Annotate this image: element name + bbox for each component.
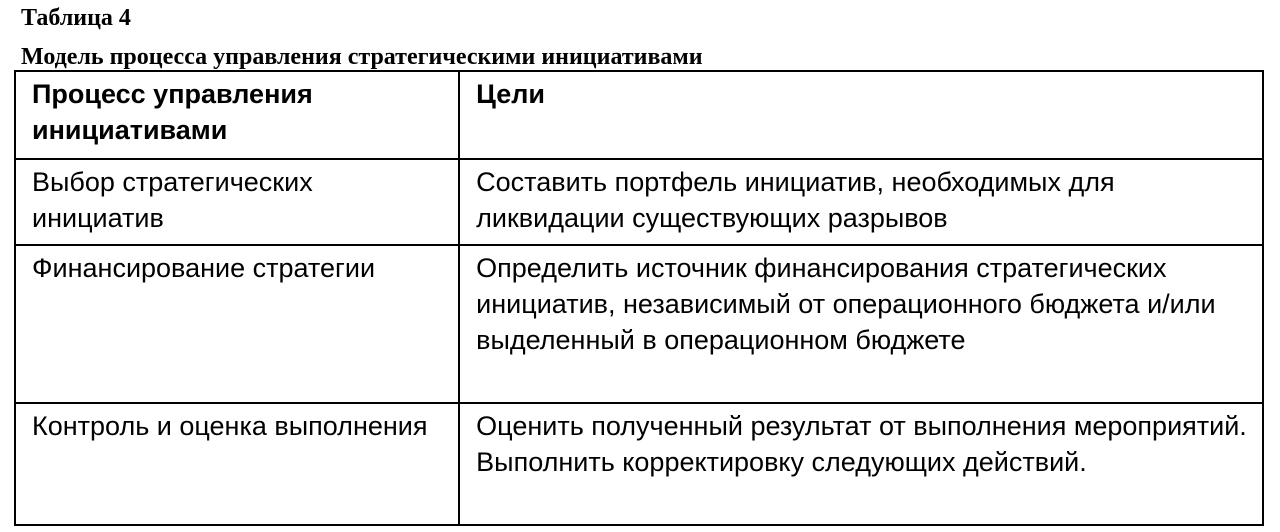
goal-cell: Оценить полученный результат от выполнения мероприятий. Выполнить корректировку следующих действий. (459, 403, 1263, 525)
goal-cell: Определить источник финансирования стратегических инициатив, независимый от операционного бюджета и/или выделенный в операционном бюджете (459, 245, 1263, 403)
initiatives-table (14, 70, 1264, 526)
process-cell: Выбор стратегических инициатив (15, 159, 459, 245)
table-title: Модель процесса управления стратегическими инициативами (21, 44, 703, 70)
table-row (15, 245, 1263, 403)
process-cell: Контроль и оценка выполнения (15, 403, 459, 525)
process-cell: Финансирование стратегии (15, 245, 459, 403)
table-row (15, 403, 1263, 525)
table-row (15, 159, 1263, 245)
header-process: Процесс управления инициативами (15, 71, 459, 159)
header-goals: Цели (459, 71, 1263, 159)
goal-cell: Составить портфель инициатив, необходимых для ликвидации существующих разрывов (459, 159, 1263, 245)
table-number: Таблица 4 (21, 5, 131, 31)
table-header-row (15, 71, 1263, 159)
